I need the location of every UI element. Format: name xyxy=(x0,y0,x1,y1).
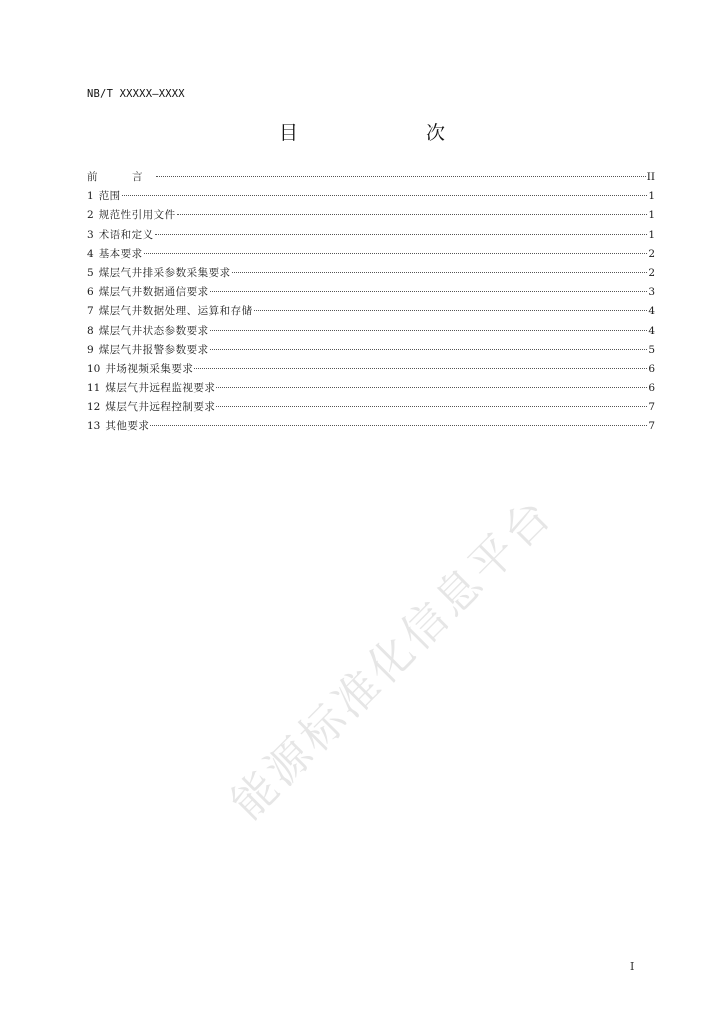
toc-entry-number: 11 xyxy=(87,382,101,395)
toc-entry[interactable] xyxy=(87,245,655,264)
toc-entry-number: 6 xyxy=(87,286,94,299)
toc-entry-number: 1 xyxy=(87,190,94,203)
toc-entry-number: 5 xyxy=(87,266,94,279)
toc-entry[interactable] xyxy=(87,360,655,379)
toc-entry-title: 煤层气井状态参数要求 xyxy=(98,324,209,337)
toc-dot-leader xyxy=(150,424,647,426)
toc-entry-title: 范围 xyxy=(98,190,121,203)
toc-dot-leader xyxy=(177,213,648,215)
toc-dot-leader xyxy=(210,329,648,331)
toc-entry-page: 2 xyxy=(648,266,655,279)
toc-entry-page: 6 xyxy=(648,382,655,395)
toc-entry-page: II xyxy=(646,171,655,183)
toc-entry[interactable] xyxy=(87,187,655,206)
toc-entry-page: 1 xyxy=(648,190,655,203)
toc-entry-title: 煤层气井远程控制要求 xyxy=(105,401,216,414)
toc-entry[interactable] xyxy=(87,379,655,398)
toc-entry-title: 术语和定义 xyxy=(98,228,154,241)
toc-dot-leader xyxy=(210,290,648,292)
toc-dot-leader xyxy=(216,405,647,407)
toc-dot-leader xyxy=(254,309,648,311)
toc-entry[interactable] xyxy=(87,264,655,283)
toc-entry-number: 8 xyxy=(87,324,94,337)
toc-entry[interactable] xyxy=(87,398,655,417)
toc-entry[interactable] xyxy=(87,417,655,436)
toc-entry-title: 煤层气井排采参数采集要求 xyxy=(98,266,231,279)
toc-dot-leader xyxy=(122,194,648,196)
toc-entry-page: 1 xyxy=(648,228,655,241)
page-title: 目 次 xyxy=(278,122,475,144)
toc-entry-title: 煤层气井报警参数要求 xyxy=(98,343,209,356)
toc-entry-page: 4 xyxy=(648,324,655,337)
toc-entry-page: 1 xyxy=(648,209,655,222)
toc-entry-page: 2 xyxy=(648,247,655,260)
toc-dot-leader xyxy=(232,271,648,273)
toc-entry-number: 13 xyxy=(87,420,101,433)
toc-dot-leader xyxy=(216,386,647,388)
toc-entry[interactable] xyxy=(87,226,655,245)
toc-entry[interactable] xyxy=(87,206,655,225)
page-number: I xyxy=(630,960,635,973)
toc-entry-number: 12 xyxy=(87,401,101,414)
toc-entry-number: 10 xyxy=(87,362,101,375)
toc-entry-title: 规范性引用文件 xyxy=(98,209,176,222)
toc-entry-title: 其他要求 xyxy=(105,420,150,433)
standard-code: NB/T XXXXX—XXXX xyxy=(87,88,185,100)
toc-entry-number: 3 xyxy=(87,228,94,241)
toc-entry-page: 5 xyxy=(648,343,655,356)
toc-dot-leader xyxy=(194,367,647,369)
toc-entry[interactable] xyxy=(87,283,655,302)
toc-dot-leader xyxy=(144,252,648,254)
table-of-contents xyxy=(87,168,655,437)
toc-entry-number: 7 xyxy=(87,305,94,318)
toc-entry-number: 4 xyxy=(87,247,94,260)
toc-entry-page: 7 xyxy=(648,401,655,414)
toc-entry-page: 4 xyxy=(648,305,655,318)
toc-dot-leader xyxy=(155,233,648,235)
toc-entry[interactable] xyxy=(87,168,655,187)
toc-entry-title: 煤层气井数据通信要求 xyxy=(98,286,209,299)
toc-entry[interactable] xyxy=(87,341,655,360)
toc-entry[interactable] xyxy=(87,322,655,341)
watermark: 能源标准化信息平台 xyxy=(221,488,564,830)
toc-entry-page: 7 xyxy=(648,420,655,433)
toc-entry-title: 煤层气井远程监视要求 xyxy=(105,382,216,395)
toc-entry-title: 煤层气井数据处理、运算和存储 xyxy=(98,305,253,318)
toc-entry-title: 井场视频采集要求 xyxy=(105,362,194,375)
toc-dot-leader xyxy=(156,175,646,177)
toc-entry-number: 9 xyxy=(87,343,94,356)
toc-entry-number: 2 xyxy=(87,209,94,222)
toc-entry-page: 3 xyxy=(648,286,655,299)
toc-entry-title: 前 言 xyxy=(87,171,155,183)
toc-entry-page: 6 xyxy=(648,362,655,375)
toc-entry-title: 基本要求 xyxy=(98,247,143,260)
toc-dot-leader xyxy=(210,348,648,350)
toc-entry[interactable] xyxy=(87,302,655,321)
